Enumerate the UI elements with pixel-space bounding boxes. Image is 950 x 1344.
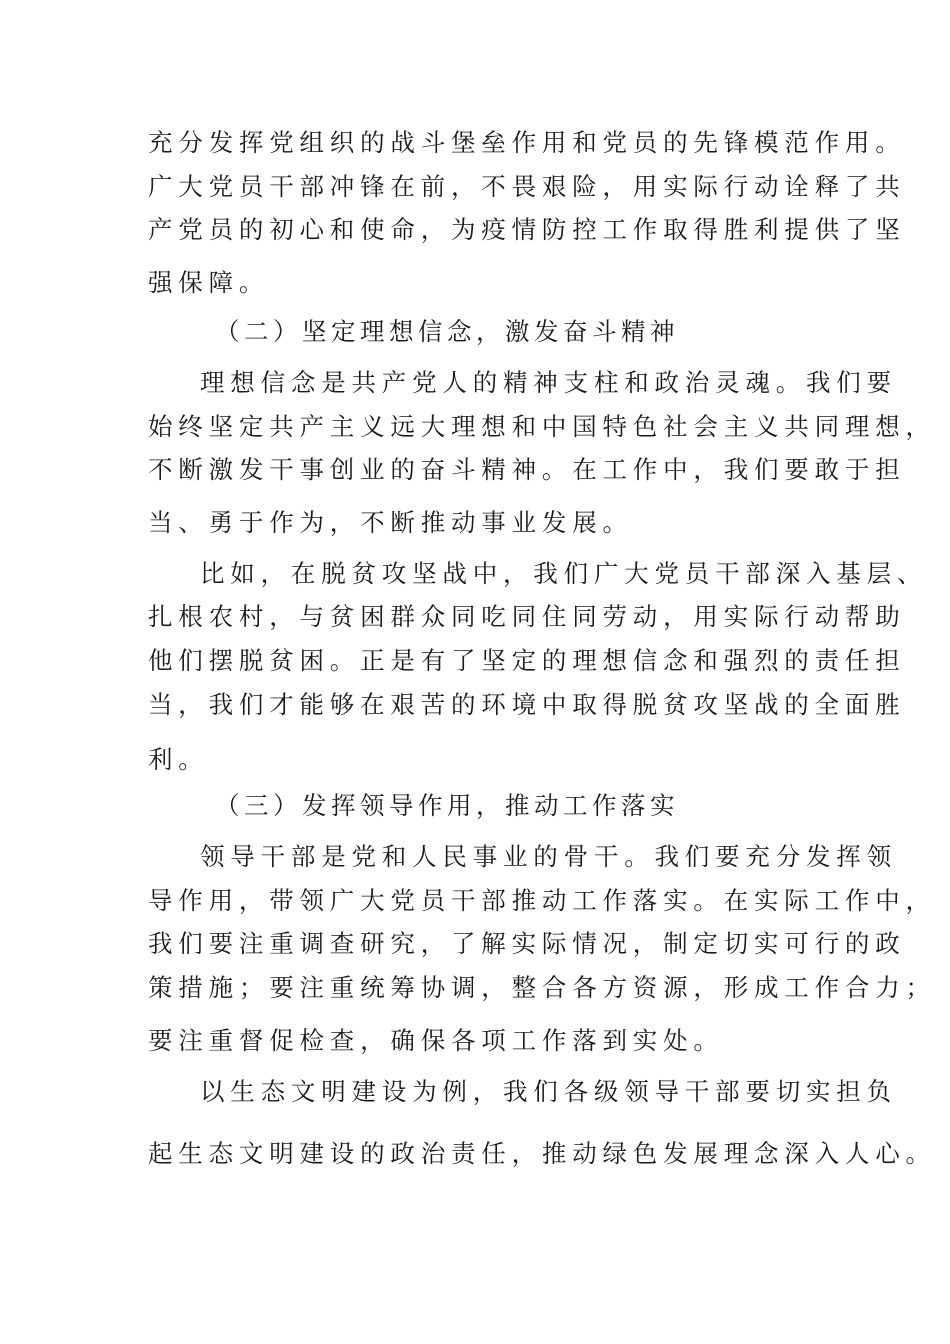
body-line: 充分发挥党组织的战斗堡垒作用和党员的先锋模范作用。 <box>148 128 906 157</box>
body-line: 强保障。 <box>148 268 270 297</box>
body-line: 要注重督促检查，确保各项工作落到实处。 <box>148 1026 724 1055</box>
body-line: 当、勇于作为，不断推动事业发展。 <box>148 508 633 537</box>
section-heading-3: （三）发挥领导作用，推动工作落实 <box>215 791 679 820</box>
paragraph-start-line: 以生态文明建设为例，我们各级领导干部要切实担负 <box>200 1077 897 1106</box>
body-line: 导作用，带领广大党员干部推动工作落实。在实际工作中， <box>148 886 936 915</box>
body-line: 不断激发干事创业的奋斗精神。在工作中，我们要敢于担 <box>148 455 906 484</box>
body-line: 他们摆脱贫困。正是有了坚定的理想信念和强烈的责任担 <box>148 646 906 675</box>
body-line: 利。 <box>148 745 209 774</box>
body-line: 起生态文明建设的政治责任，推动绿色发展理念深入人心。 <box>148 1139 936 1168</box>
body-line: 产党员的初心和使命，为疫情防控工作取得胜利提供了坚 <box>148 215 906 244</box>
paragraph-start-line: 理想信念是共产党人的精神支柱和政治灵魂。我们要 <box>200 368 897 397</box>
body-line: 广大党员干部冲锋在前，不畏艰险，用实际行动诠释了共 <box>148 172 906 201</box>
body-line: 扎根农村，与贫困群众同吃同住同劳动，用实际行动帮助 <box>148 602 906 631</box>
body-line: 当，我们才能够在艰苦的环境中取得脱贫攻坚战的全面胜 <box>148 690 906 719</box>
paragraph-start-line: 比如，在脱贫攻坚战中，我们广大党员干部深入基层、 <box>200 559 928 588</box>
body-line: 始终坚定共产主义远大理想和中国特色社会主义共同理想， <box>148 412 936 441</box>
paragraph-start-line: 领导干部是党和人民事业的骨干。我们要充分发挥领 <box>200 842 897 871</box>
body-line: 我们要注重调查研究，了解实际情况，制定切实可行的政 <box>148 929 906 958</box>
body-line: 策措施；要注重统筹协调，整合各方资源，形成工作合力； <box>148 973 936 1002</box>
section-heading-2: （二）坚定理想信念，激发奋斗精神 <box>215 317 679 346</box>
